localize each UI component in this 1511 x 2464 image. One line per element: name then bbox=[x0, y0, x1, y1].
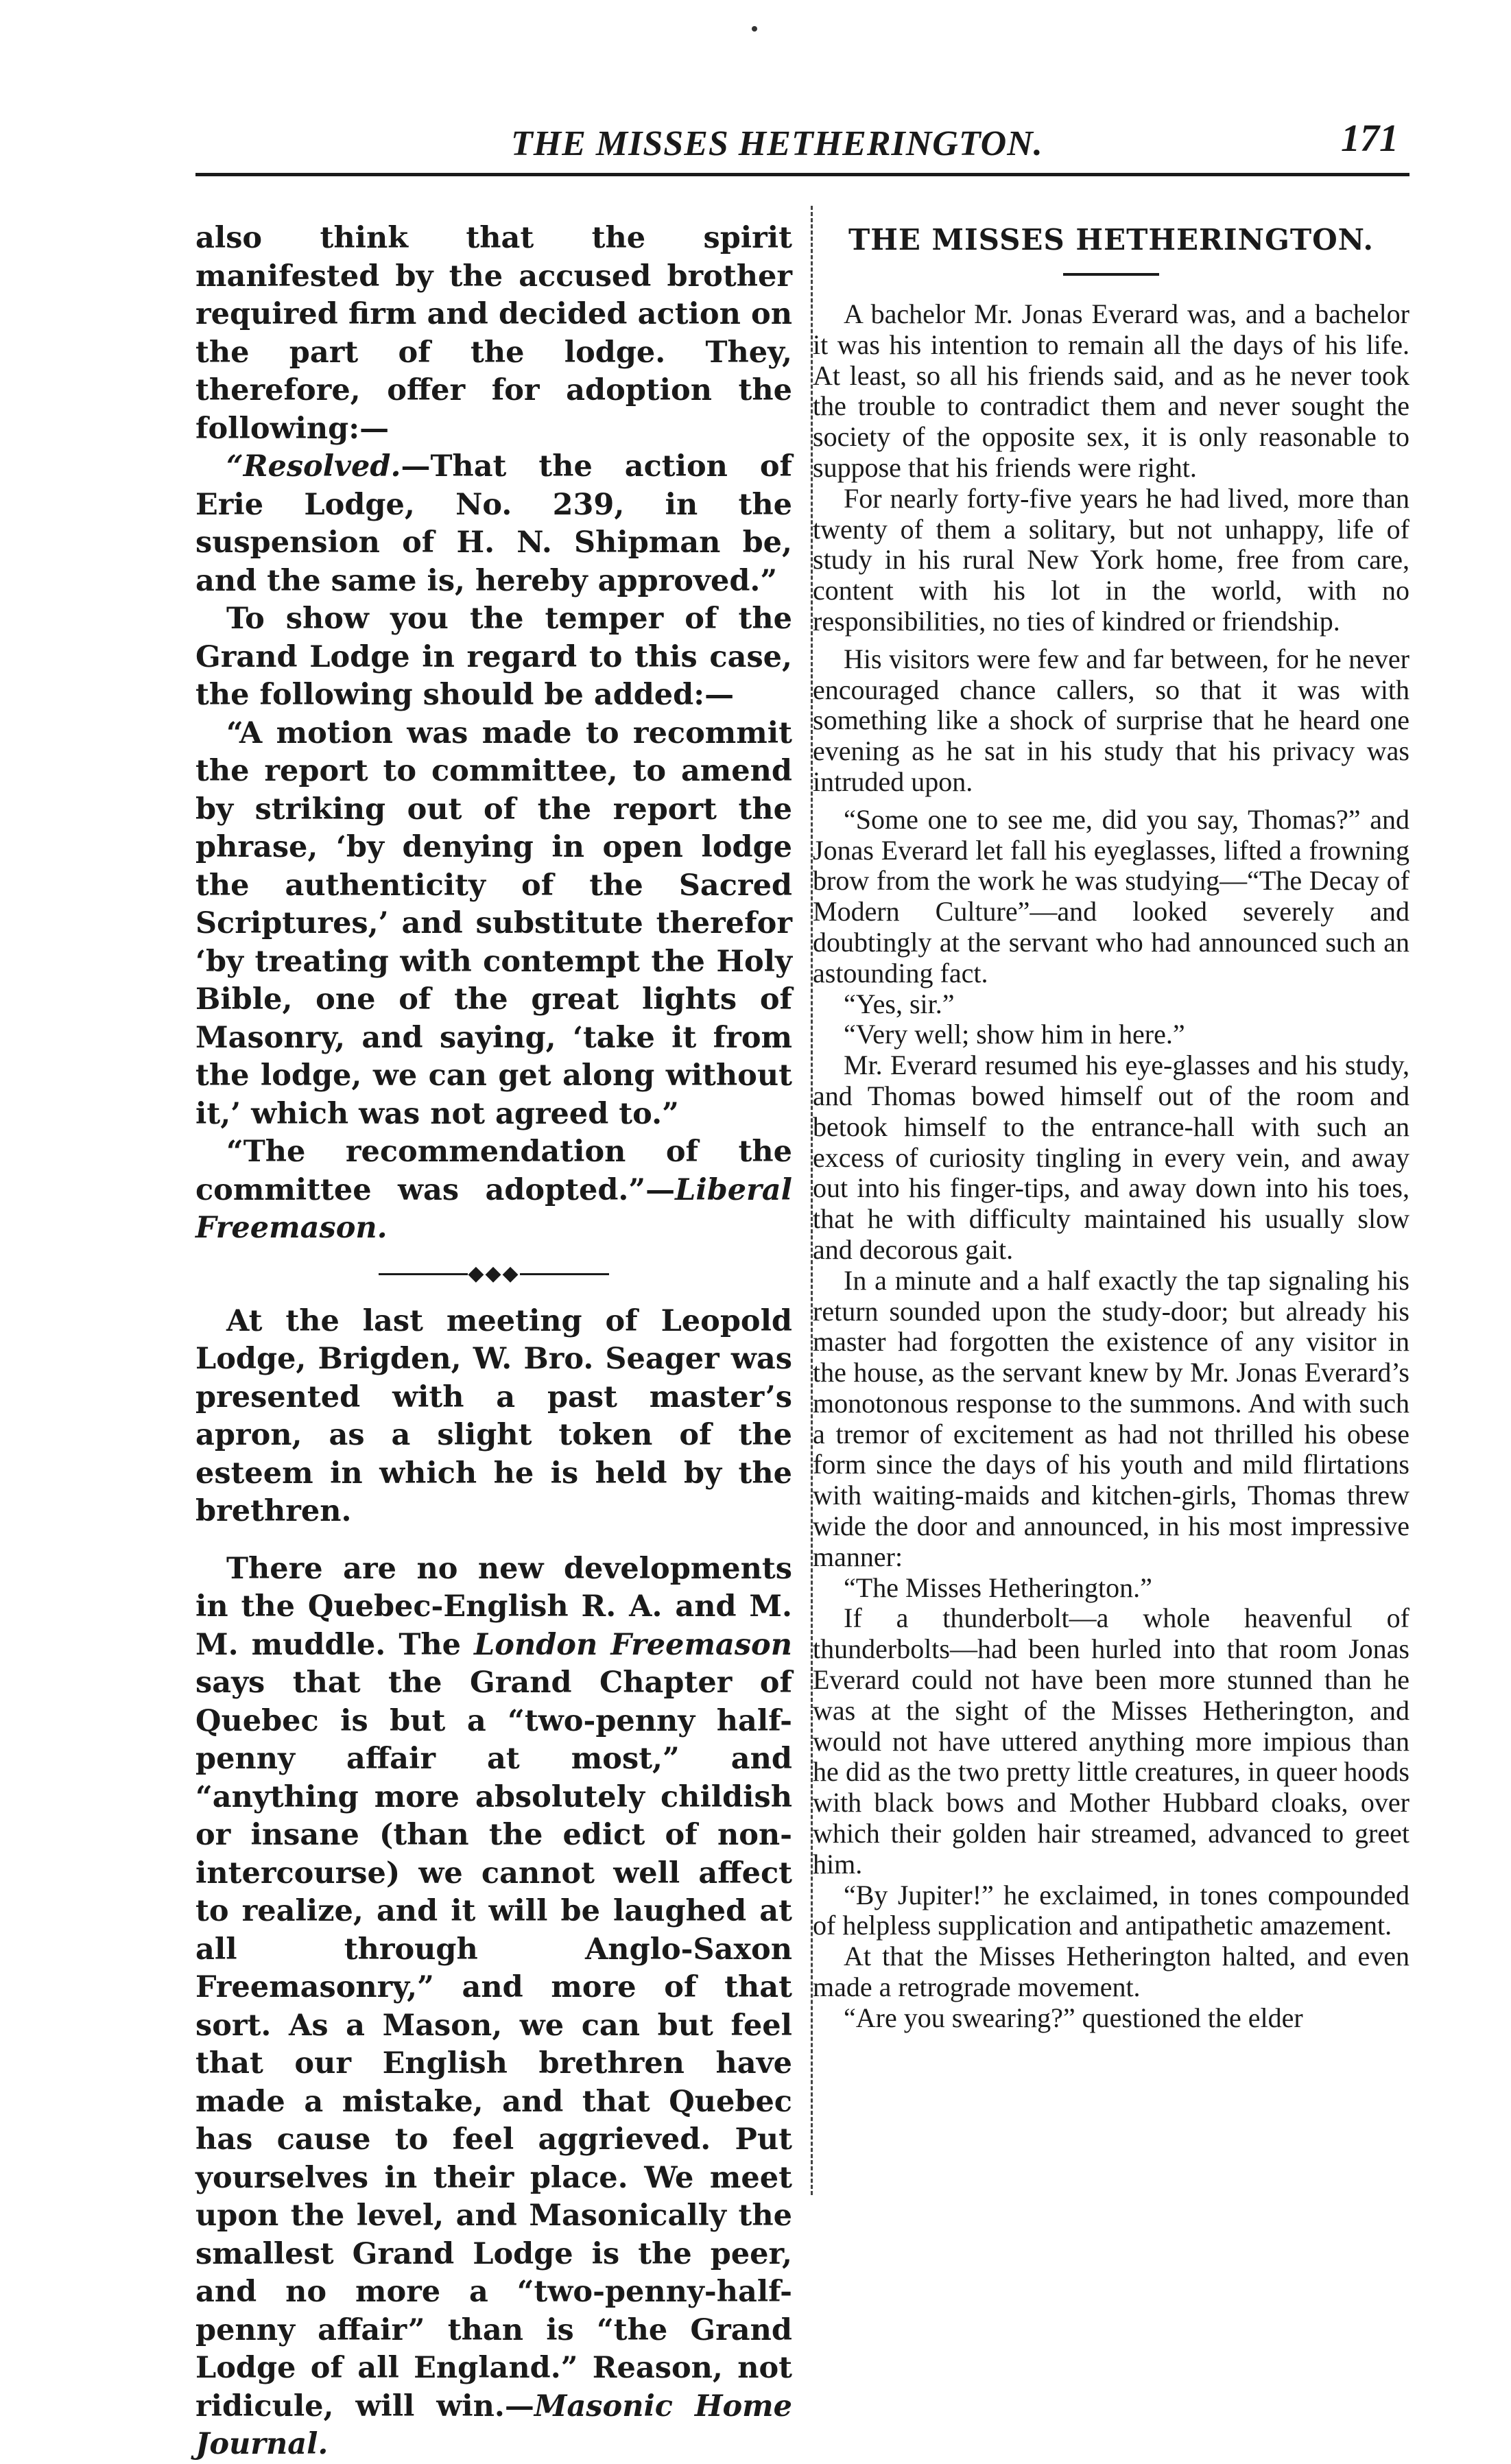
story-paragraph: “By Jupiter!” he exclaimed, in tones compounded of helpless supplication and antipathetic amazement. bbox=[813, 1879, 1409, 1941]
quebec-text-a: There are no new developments in the Quebec-English R. A. and M. M. muddle. The bbox=[195, 1551, 792, 1662]
paragraph-resolved bbox=[195, 448, 792, 600]
quebec-source: Masonic Home Journal. bbox=[195, 2389, 793, 2461]
ink-speck bbox=[752, 26, 757, 32]
left-column bbox=[195, 220, 792, 2464]
paragraph-adopted bbox=[195, 1133, 792, 1248]
paragraph-temper: To show you the temper of the Grand Lodge in regard to this case, the following should be added:— bbox=[195, 602, 792, 712]
resolved-label: “Resolved. bbox=[226, 449, 401, 484]
story-paragraph: Mr. Everard resumed his eye-glasses and his study, and Thomas bowed himself out of the room and betook himself to the entrance-hall with such an excess of curiosity tingling in every vein, and away out into his finger-tips, and away down into his toes, that he with difficulty maintained his usually slow and decorous gait. bbox=[813, 1050, 1409, 1265]
ornament-rule-left bbox=[379, 1273, 468, 1275]
quebec-text-b: says that the Grand Chapter of Quebec is but a “two-penny half-penny affair at most,” and “anything more absolutely childish or insane (than the edict of non-intercourse) we cannot well affect to realize, and it will be laughed at all through Anglo-Saxon Freemasonry,” and more of that sort. As a Mason, we can but feel that our English brethren have made a mistake, and that Quebec has cause to feel aggrieved. Put yourselves in their place. We meet upon the level, and Masonically the smallest Grand Lodge is the peer, and no more a “two-penny-half-penny affair” than is “the Grand Lodge of all England.” Reason, not ridicule, will win.— bbox=[195, 1666, 792, 2424]
article-title: THE MISSES HETHERINGTON. bbox=[848, 223, 1375, 257]
story-paragraph: “Very well; show him in here.” bbox=[844, 1019, 1185, 1050]
london-freemason-title: London Freemason bbox=[474, 1627, 792, 1662]
section-ornament bbox=[195, 1260, 792, 1288]
right-column bbox=[813, 220, 1409, 2034]
adopted-text: “The recommendation of the committee was adopted.”— bbox=[195, 1135, 792, 1207]
story-paragraph: “The Misses Hetherington.” bbox=[844, 1572, 1152, 1603]
story-paragraph: A bachelor Mr. Jonas Everard was, and a bachelor it was his intention to remain all the days of his life. At least, so all his friends said, and as he never took the trouble to contradict them and never sought the society of the opposite sex, it is only reasonable to suppose that his friends were right. bbox=[813, 298, 1409, 483]
story-paragraph: If a thunderbolt—a whole heavenful of thunderbolts—had been hurled into that room Jonas Everard could not have been more stunned than he was at the sight of the Misses Hetherington, and would not have uttered anything more impious than he did as the two pretty little creatures, in queer hoods with black bows and Mother Hubbard cloaks, over which their golden hair streamed, advanced to greet him. bbox=[813, 1602, 1409, 1880]
paragraph-resolution-intro: also think that the spirit manifested by the accused brother required firm and decided action on the part of the lodge. They, therefore, offer for adoption the following:— bbox=[195, 221, 792, 446]
story-paragraph: His visitors were few and far between, for he never encouraged chance callers, so that it was with something like a shock of surprise that he heard one evening as he sat in his study that his privacy was intruded upon. bbox=[813, 643, 1409, 797]
story-paragraph: For nearly forty-five years he had lived, more than twenty of them a solitary, but not unhappy, life of study in his rural New York home, free from care, content with his lot in the world, with no responsibilities, no ties of kindred or friendship. bbox=[813, 482, 1409, 637]
ornament-rule-right bbox=[520, 1273, 609, 1275]
story-paragraph: “Some one to see me, did you say, Thomas?” and Jonas Everard let fall his eyeglasses, lifted a frowning brow from the work he was studying—“The Decay of Modern Culture”—and looked severely and doubtingly at the servant who had announced such an astounding fact. bbox=[813, 803, 1409, 988]
adopted-source: Liberal Freemason. bbox=[195, 1172, 792, 1245]
diamond-ornament-icon: ◆◆◆ bbox=[468, 1261, 520, 1286]
page-number: 171 bbox=[1341, 117, 1399, 160]
story-paragraph: “Yes, sir.” bbox=[844, 988, 955, 1019]
paragraph-quebec bbox=[195, 1550, 792, 2464]
header-rule bbox=[195, 173, 1409, 176]
running-title: THE MISSES HETHERINGTON. bbox=[511, 124, 1043, 163]
story-paragraph: In a minute and a half exactly the tap signaling his return sounded upon the study-door; but already his master had forgotten the existence of any visitor in the house, as the servant knew by Mr. Jonas Everard’s monotonous response to the summons. And with such a tremor of excitement as had not thrilled his obese form since the days of his youth and mild flirtations with waiting-maids and kitchen-girls, Thomas threw wide the door and announced, in his most impressive manner: bbox=[813, 1264, 1409, 1572]
resolved-text: —That the action of Erie Lodge, No. 239, in the suspension of H. N. Shipman be, and the same is, hereby approved.” bbox=[195, 449, 792, 598]
story-paragraph: “Are you swearing?” questioned the elder bbox=[844, 2002, 1303, 2033]
story-paragraph: At that the Misses Hetherington halted, and even made a retrograde movement. bbox=[813, 1941, 1409, 2003]
title-rule bbox=[1063, 273, 1159, 276]
paragraph-leopold-lodge: At the last meeting of Leopold Lodge, Brigden, W. Bro. Seager was presented with a past master’s apron, as a slight token of the esteem in which he is held by the brethren. bbox=[195, 1303, 792, 1528]
paragraph-motion: “A motion was made to recommit the report to committee, to amend by striking out of the report the phrase, ‘by denying in open lodge the authenticity of the Sacred Scriptures,’ and substitute therefor ‘by treating with contempt the Holy Bible, one of the great lights of Masonry, and saying, ‘take it from the lodge, we can get along without it,’ which was not agreed to.” bbox=[195, 715, 792, 1131]
